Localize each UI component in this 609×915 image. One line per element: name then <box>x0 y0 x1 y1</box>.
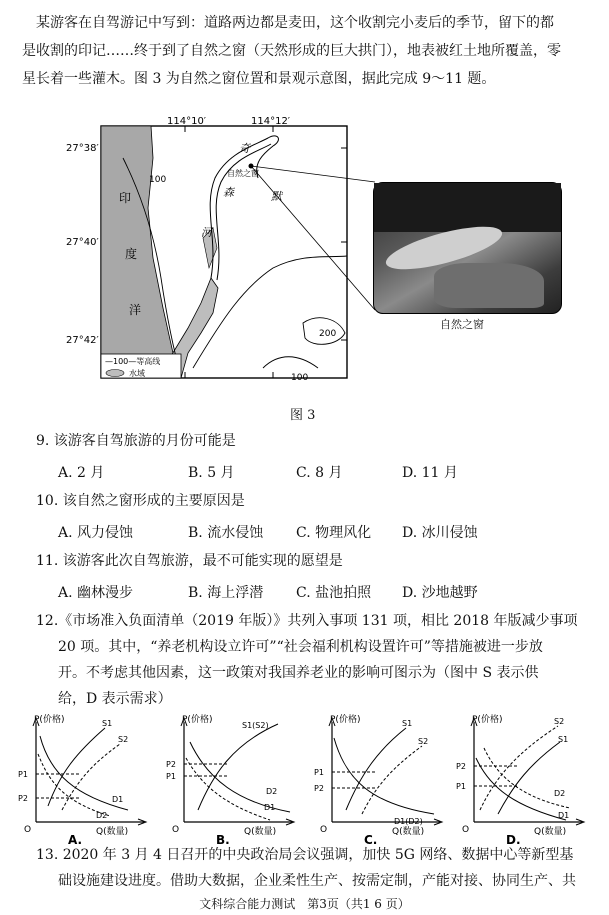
q10-stem: 10. 该自然之窗形成的主要原因是 <box>36 493 245 509</box>
contour-label-200: 200 <box>319 329 337 339</box>
curve-label-2: S2 <box>418 737 429 746</box>
q10-option-b: B. 流水侵蚀 <box>188 525 264 541</box>
origin-label: O <box>24 825 32 835</box>
curve-label-3: D2 <box>266 787 278 796</box>
legend-water: 水域 <box>129 369 145 378</box>
curve-label-3: D2 <box>554 789 566 798</box>
q9-option-d: D. 11 月 <box>402 465 458 481</box>
q9-option-b: B. 5 月 <box>188 465 235 481</box>
q11-option-d: D. 沙地越野 <box>402 585 478 601</box>
origin-label: O <box>462 825 470 835</box>
intro-line-3: 星长着一些灌木。图 3 为自然之窗位置和景观示意图，据此完成 9～11 题。 <box>22 71 496 87</box>
y-axis-label: P(价格) <box>472 715 503 725</box>
y-axis-label: P(价格) <box>182 715 213 725</box>
curve-label-2: D1 <box>264 803 276 812</box>
price-label-1: P1 <box>314 768 324 777</box>
river-char-3: 默 <box>271 190 282 203</box>
price-label-1: P1 <box>18 770 28 779</box>
natural-window-photo <box>373 182 562 314</box>
graph-d <box>458 714 588 846</box>
lat-label-1: 27°38′ <box>66 143 99 154</box>
window-label: 自然之窗 <box>227 169 259 178</box>
q10-option-d: D. 冰川侵蚀 <box>402 525 478 541</box>
q12-line-3: 开。不考虑其他因素，这一政策对我国养老业的影响可图示为（图中 S 表示供 <box>58 665 539 681</box>
price-label-2: P1 <box>166 772 176 781</box>
curve-label-4: D2 <box>96 811 108 820</box>
curve-label-3: D1(D2) <box>394 817 423 826</box>
graph-a <box>20 714 150 846</box>
q11-stem: 11. 该游客此次自驾旅游，最不可能实现的愿望是 <box>36 553 343 569</box>
legend-contour: —100—等高线 <box>105 357 161 366</box>
curve-label-1: S1 <box>402 719 413 728</box>
curve-4 <box>38 754 110 816</box>
q13-line-1: 13. 2020 年 3 月 4 日召开的中央政治局会议强调，加快 5G 网络、数据中心等新型基 <box>36 847 574 863</box>
curve-1 <box>480 726 558 810</box>
x-axis-label: Q(数量) <box>392 827 425 837</box>
curve-label-2: S1 <box>558 735 569 744</box>
graph-c <box>316 714 446 846</box>
curve-2 <box>362 746 422 814</box>
origin-label: O <box>320 825 328 835</box>
y-axis-label: P(价格) <box>34 715 65 725</box>
x-axis-label: Q(数量) <box>244 827 277 837</box>
lon-label-2: 114°12′ <box>251 116 291 127</box>
intro-line-1: 某游客在自驾游记中写到：道路两边都是麦田，这个收割完小麦后的季节，留下的都 <box>36 15 554 31</box>
price-label-1: P2 <box>456 762 466 771</box>
q12-line-1: 12.《市场准入负面清单（2019 年版）》共列入事项 131 项，相比 2018 年版减少事项 <box>36 613 578 629</box>
graph-letter: C. <box>364 833 378 847</box>
price-label-1: P2 <box>166 760 176 769</box>
curve-2 <box>498 742 560 814</box>
origin-label: O <box>172 825 180 835</box>
q11-option-a: A. 幽林漫步 <box>58 585 134 601</box>
curve-3 <box>484 748 570 808</box>
y-axis-label: P(价格) <box>330 715 361 725</box>
curve-1 <box>48 728 105 806</box>
price-label-2: P1 <box>456 782 466 791</box>
ocean-char-2: 度 <box>125 247 138 261</box>
curve-label-3: D1 <box>112 795 124 804</box>
graph-letter: B. <box>216 833 230 847</box>
curve-2 <box>190 742 290 812</box>
contour-label-100a: 100 <box>149 175 167 185</box>
graph-letter: D. <box>506 833 521 847</box>
graph-b <box>168 714 298 846</box>
q9-option-c: C. 8 月 <box>296 465 343 481</box>
ocean-char-1: 印 <box>119 191 132 205</box>
curve-label-1: S2 <box>554 717 565 726</box>
lat-label-3: 27°42′ <box>66 335 99 346</box>
curve-label-1: S1(S2) <box>242 721 269 730</box>
curve-label-4: D1 <box>558 811 570 820</box>
q9-stem: 9. 该游客自驾旅游的月份可能是 <box>36 433 236 449</box>
ocean-area <box>101 126 175 378</box>
photo-caption: 自然之窗 <box>440 318 484 331</box>
contour-label-100b: 100 <box>291 373 309 383</box>
curve-label-1: S1 <box>102 719 113 728</box>
price-label-2: P2 <box>314 784 324 793</box>
lon-label-1: 114°10′ <box>167 116 207 127</box>
lat-label-2: 27°40′ <box>66 237 99 248</box>
page-footer: 文科综合能力测试 第3页（共1 6 页） <box>199 897 410 911</box>
q10-option-a: A. 风力侵蚀 <box>58 525 134 541</box>
river-char-4: 河 <box>201 226 212 239</box>
q10-option-c: C. 物理风化 <box>296 525 372 541</box>
intro-line-2: 是收割的印记……终于到了自然之窗（天然形成的巨大拱门），地表被红土地所覆盖，零 <box>22 43 561 59</box>
x-axis-label: Q(数量) <box>96 827 129 837</box>
curve-3 <box>186 758 270 820</box>
q11-option-c: C. 盐池拍照 <box>296 585 372 601</box>
contour-100-east <box>193 256 347 368</box>
q12-line-4: 给，D 表示需求） <box>58 691 172 707</box>
graph-letter: A. <box>68 833 83 847</box>
river-char-2: 森 <box>223 186 234 199</box>
ocean-char-3: 洋 <box>129 303 142 317</box>
curve-4 <box>476 758 566 820</box>
x-axis-label: Q(数量) <box>534 827 567 837</box>
figure-label: 图 3 <box>290 408 316 423</box>
curve-label-2: S2 <box>118 735 129 744</box>
q11-option-b: B. 海上浮潜 <box>188 585 264 601</box>
river-char-1: 奇 <box>239 142 250 155</box>
curve-1 <box>198 724 278 810</box>
price-label-2: P2 <box>18 794 28 803</box>
q13-line-2: 础设施建设进度。借助大数据，企业柔性生产、按需定制，产能对接、协同生产、共 <box>58 873 576 889</box>
q12-line-2: 20 项。其中，“养老机构设立许可”“社会福利机构设置许可”等措施被进一步放 <box>58 639 543 655</box>
legend-water-swatch <box>106 370 124 377</box>
q9-option-a: A. 2 月 <box>58 465 105 481</box>
curve-1 <box>346 728 406 810</box>
